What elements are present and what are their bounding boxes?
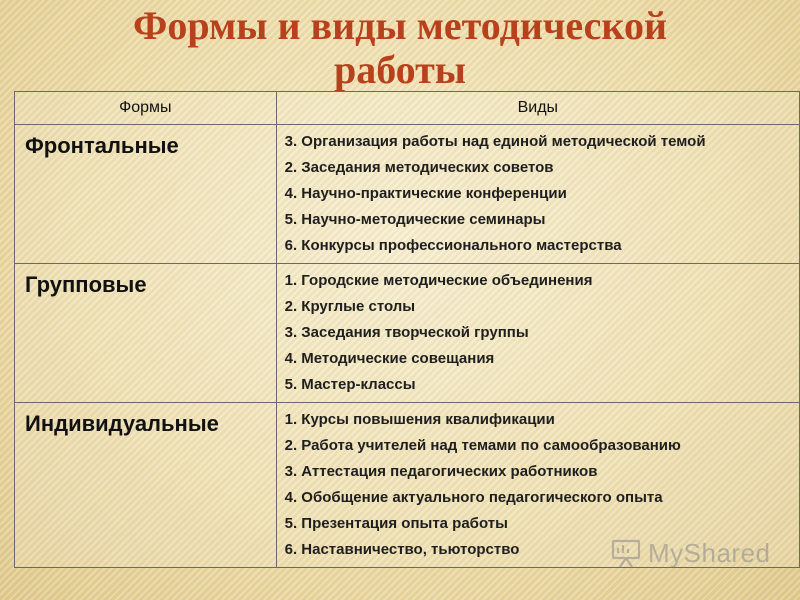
list-item: 5. Научно-методические семинары [284,211,546,228]
page-title [0,4,800,92]
methods-table [14,91,800,568]
presentation-board-icon [610,537,642,569]
list-item: 6. Конкурсы профессионального мастерства [284,237,622,254]
title-line-2: работы [333,47,467,92]
header-kinds: Виды [276,92,799,125]
form-cell: Индивидуальные [15,403,277,568]
list-item: 3. Организация работы над единой методической темой [284,133,706,150]
form-cell: Фронтальные [15,125,277,264]
form-cell: Групповые [15,264,277,403]
list-item: 6. Наставничество, тьюторство [284,541,520,558]
list-item: 4. Обобщение актуального педагогического опыта [284,489,663,506]
watermark-text: MyShared [648,537,771,568]
list-item: 2. Заседания методических советов [284,159,554,176]
table-row-frontal [15,125,800,264]
title-line-1: Формы и виды методической [132,3,667,48]
watermark [610,537,771,569]
header-forms: Формы [15,92,277,125]
list-item: 4. Научно-практические конференции [284,185,567,202]
list-item: 1. Городские методические объединения [284,272,593,289]
list-item: 3. Аттестация педагогических работников [284,463,598,480]
kinds-list [285,129,799,259]
list-item: 4. Методические совещания [284,350,495,367]
list-item: 2. Работа учителей над темами по самообразованию [284,437,681,454]
kinds-cell [276,125,799,264]
table-row-group [15,264,800,403]
list-item: 1. Курсы повышения квалификации [284,411,555,428]
list-item: 2. Круглые столы [284,298,416,315]
table-header-row [15,92,800,125]
list-item: 3. Заседания творческой группы [284,324,529,341]
list-item: 5. Мастер-классы [284,376,416,393]
kinds-list [285,268,799,398]
list-item: 5. Презентация опыта работы [284,515,508,532]
kinds-cell [276,264,799,403]
